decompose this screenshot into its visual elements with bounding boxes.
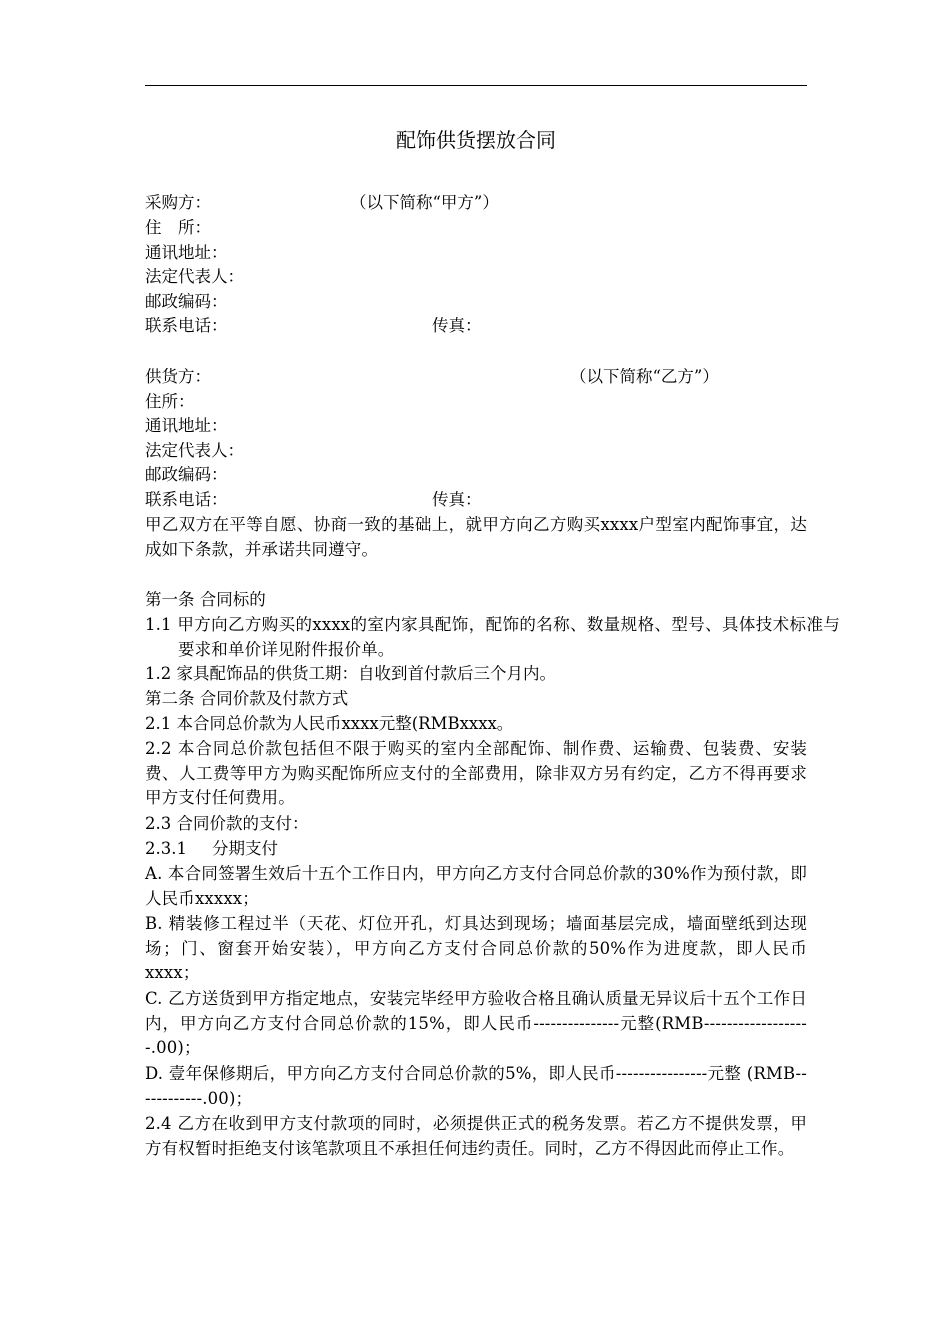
buyer-mail-address: 通讯地址： (145, 243, 228, 262)
article1-heading: 第一条 合同标的 (145, 590, 266, 609)
payment-item-c: C. 乙方送货到甲方指定地点，安装完毕经甲方验收合格且确认质量无异议后十五个工作日内，甲方向乙方支付合同总价款的15%，即人民币---------------元整(RMB-------------------.00)； (145, 989, 807, 1058)
buyer-fax: 传真： (432, 316, 482, 335)
buyer-address: 住 所： (145, 218, 211, 237)
clause-2-3-1-text: 分期支付 (212, 839, 278, 858)
buyer-alias: （以下简称“甲方”） (350, 193, 499, 212)
supplier-legal-rep: 法定代表人： (145, 441, 244, 460)
supplier-fax: 传真： (432, 490, 482, 509)
payment-item-d: D. 壹年保修期后，甲方向乙方支付合同总价款的5%，即人民币----------------元整 (RMB------------.00)； (145, 1064, 807, 1108)
buyer-phone: 联系电话： (145, 316, 228, 335)
clause-2-1: 2.1 本合同总价款为人民币xxxx元整(RMBxxxx。 (145, 714, 514, 733)
article2-heading: 第二条 合同价款及付款方式 (145, 689, 349, 708)
preamble: 甲乙双方在平等自愿、协商一致的基础上，就甲方向乙方购买xxxx户型室内配饰事宜，达成如下条款，并承诺共同遵守。 (145, 515, 807, 559)
payment-item-a: A. 本合同签署生效后十五个工作日内，甲方向乙方支付合同总价款的30%作为预付款，即人民币xxxxx； (145, 864, 807, 908)
clause-2-3: 2.3 合同价款的支付： (145, 814, 309, 833)
buyer-postcode: 邮政编码： (145, 292, 228, 311)
clause-2-2: 2.2 本合同总价款包括但不限于购买的室内全部配饰、制作费、运输费、包装费、安装费、人工费等甲方为购买配饰所应支付的全部费用，除非双方另有约定，乙方不得再要求甲方支付任何费用。 (145, 739, 807, 808)
supplier-phone: 联系电话： (145, 490, 228, 509)
clause-2-4: 2.4 乙方在收到甲方支付款项的同时，必须提供正式的税务发票。若乙方不提供发票，甲方有权暂时拒绝支付该笔款项且不承担任何违约责任。同时，乙方不得因此而停止工作。 (145, 1114, 807, 1158)
supplier-address: 住所： (145, 392, 195, 411)
buyer-legal-rep: 法定代表人： (145, 267, 244, 286)
clause-2-3-1-number: 2.3.1 (145, 839, 187, 858)
clause-1-2: 1.2 家具配饰品的供货工期：自收到首付款后三个月内。 (145, 664, 556, 683)
clause-1-1: 1.1 甲方向乙方购买的xxxx的室内家具配饰，配饰的名称、数量规格、型号、具体技术标准与要求和单价详见附件报价单。 (145, 615, 840, 659)
document-title: 配饰供货摆放合同 (396, 128, 556, 152)
supplier-postcode: 邮政编码： (145, 465, 228, 484)
supplier-label: 供货方： (145, 367, 211, 386)
supplier-alias: （以下简称“乙方”） (570, 367, 719, 386)
header-rule (145, 85, 807, 86)
supplier-mail-address: 通讯地址： (145, 416, 228, 435)
payment-item-b: B. 精装修工程过半（天花、灯位开孔，灯具达到现场；墙面基层完成，墙面壁纸到达现场；门、窗套开始安装），甲方向乙方支付合同总价款的50%作为进度款，即人民币xxxx； (145, 914, 807, 983)
buyer-label: 采购方： (145, 193, 211, 212)
